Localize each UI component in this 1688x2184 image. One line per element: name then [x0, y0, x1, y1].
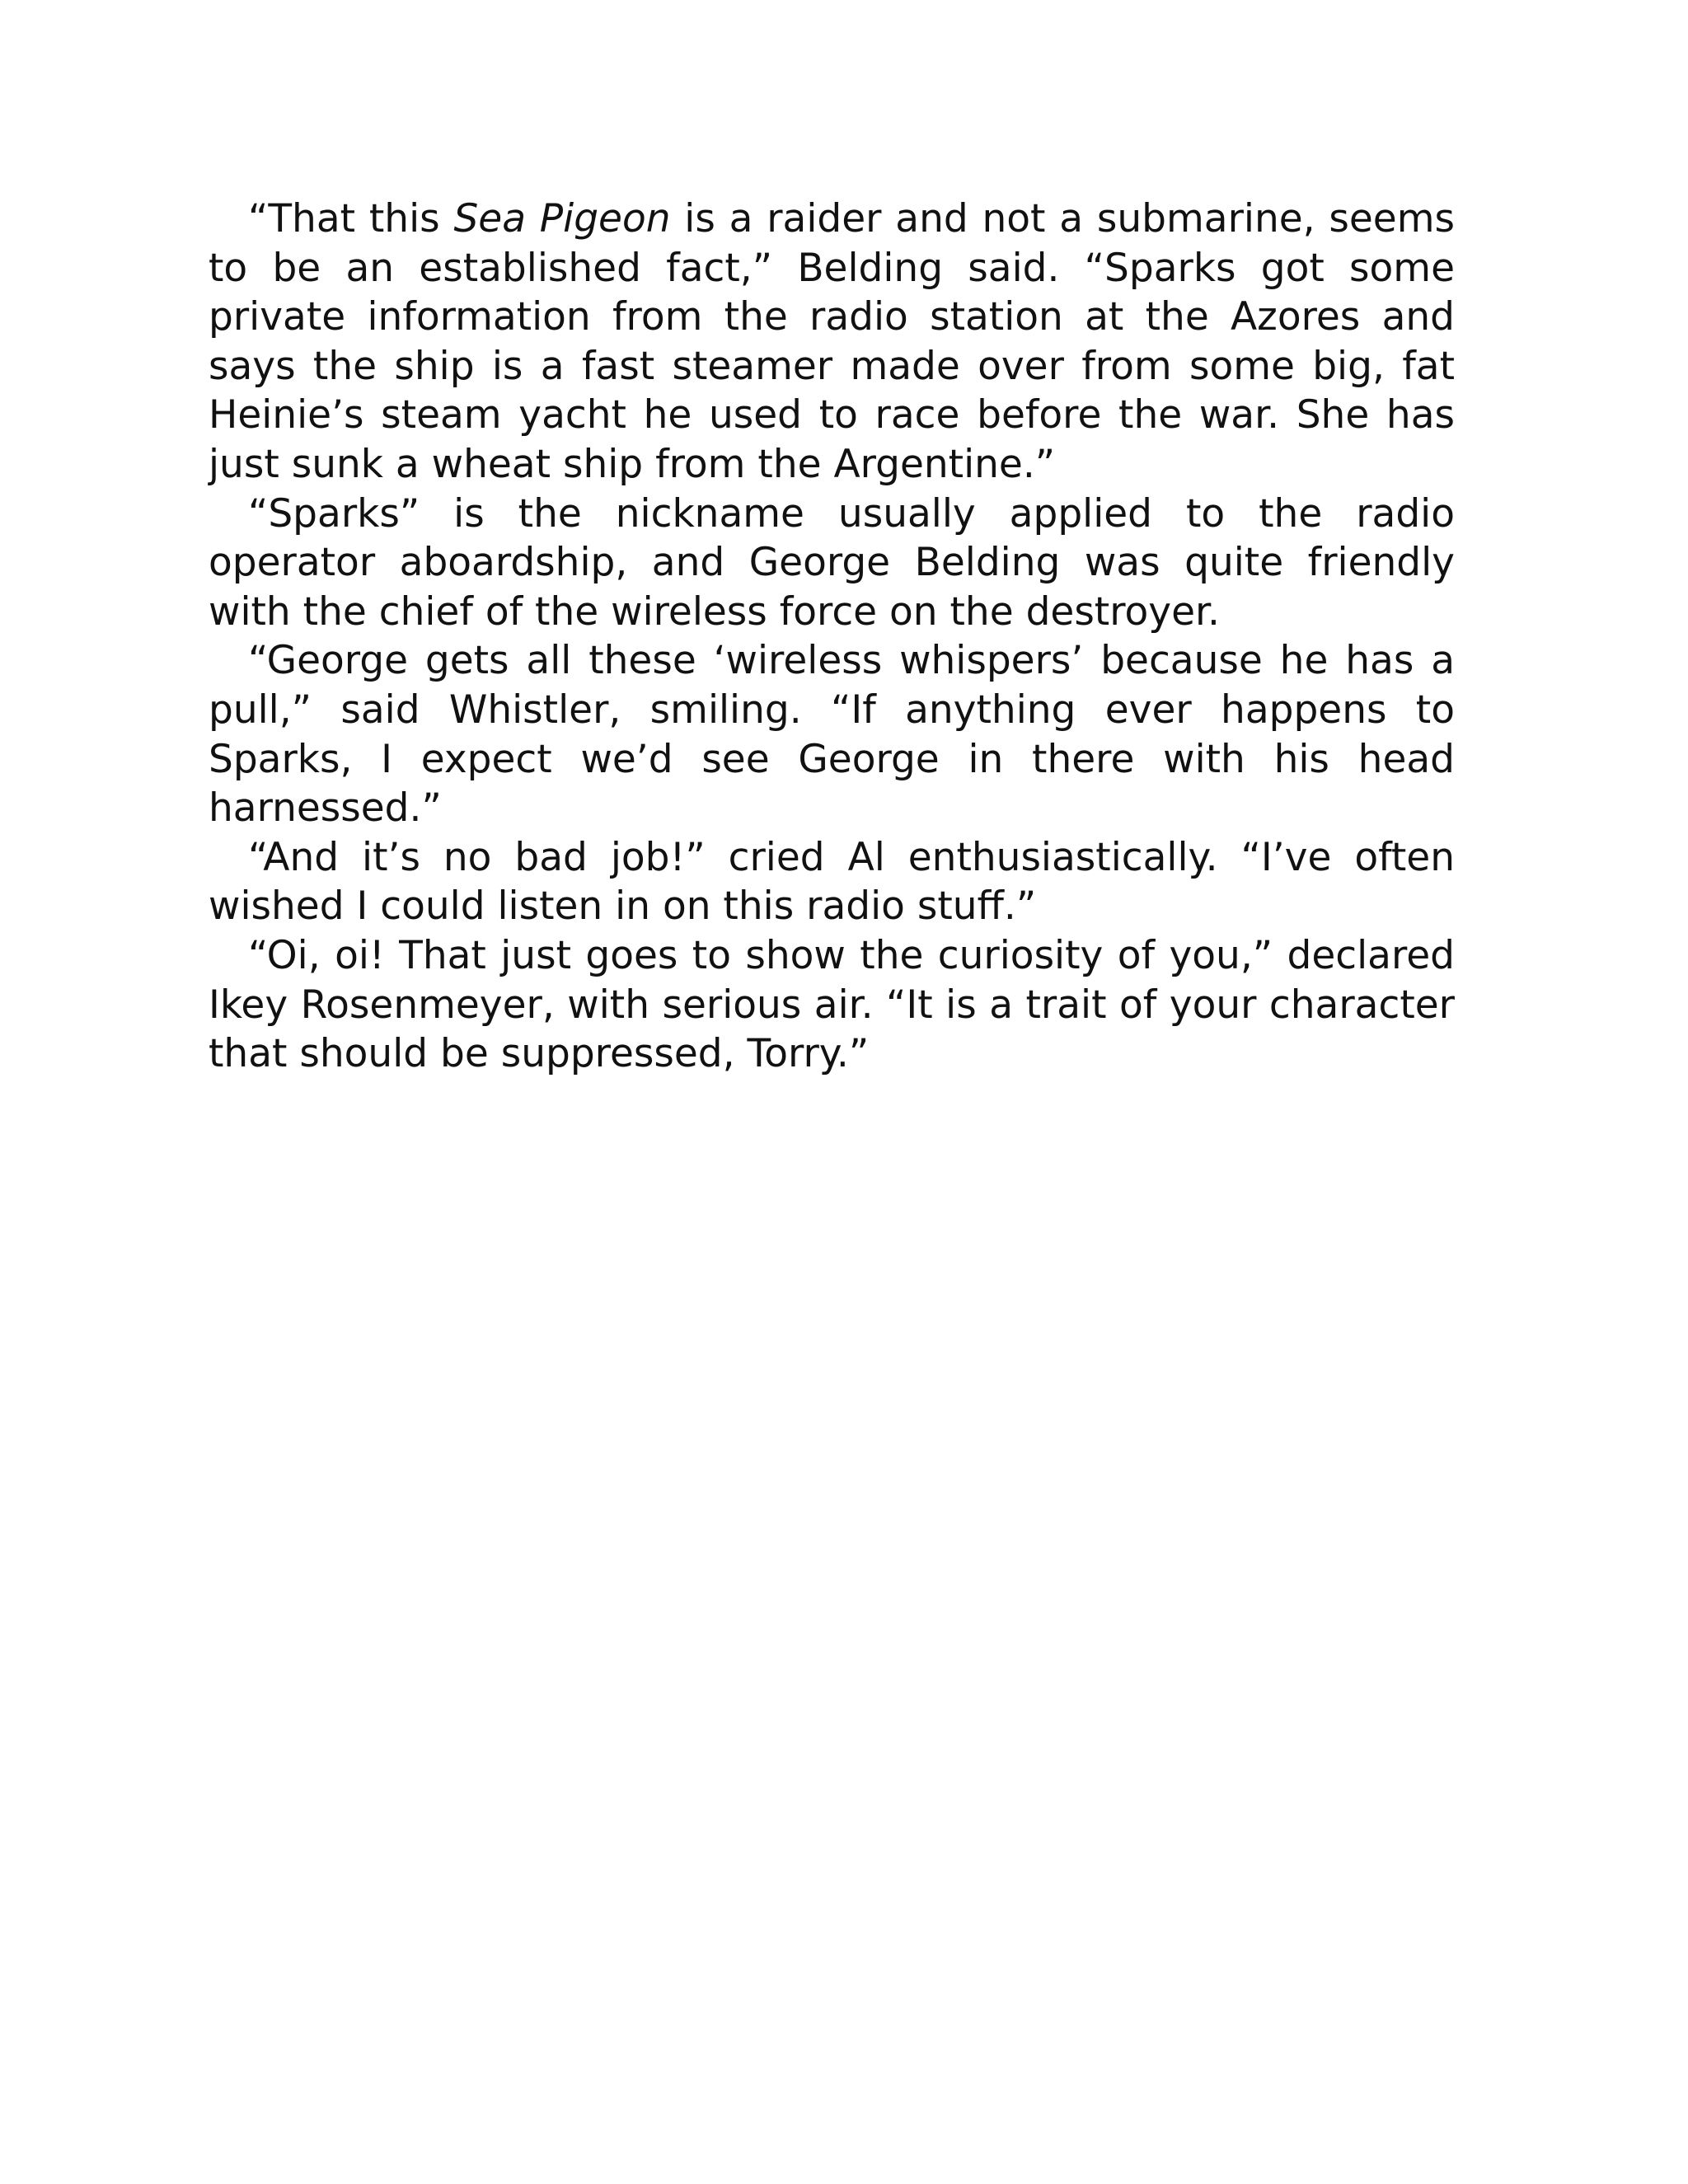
ship-name-italic: Sea Pigeon — [453, 196, 671, 241]
paragraph-1-rest: is a raider and not a submarine, seems to be an established fact,” Belding said. “Sparks got some private information from the radio station at the Azores and says the ship is a fast steamer made over from some big, fat Heinie’s steam yacht he used to race before the war. She has just sunk a wheat ship from the Argentine.” — [209, 196, 1455, 487]
paragraph-4: “And it’s no bad job!” cried Al enthusiastically. “I’ve often wished I could listen in on this radio stuff.” — [209, 834, 1455, 930]
paragraph-1 — [209, 194, 1455, 490]
paragraph-3: “George gets all these ‘wireless whispers’ because he has a pull,” said Whistler, smiling. “If anything ever happens to Sparks, I expect we’d see George in there with his head harnessed.” — [209, 638, 1455, 832]
paragraph-5: “Oi, oi! That just goes to show the curiosity of you,” declared Ikey Rosenmeyer, with serious air. “It is a trait of your character that should be suppressed, Torry.” — [209, 932, 1455, 1077]
paragraph-1-lead: “That this — [248, 196, 454, 241]
paragraph-2: “Sparks” is the nickname usually applied to the radio operator aboardship, and George Belding was quite friendly with the chief of the wireless force on the destroyer. — [209, 490, 1455, 635]
body-text — [209, 194, 1455, 1079]
